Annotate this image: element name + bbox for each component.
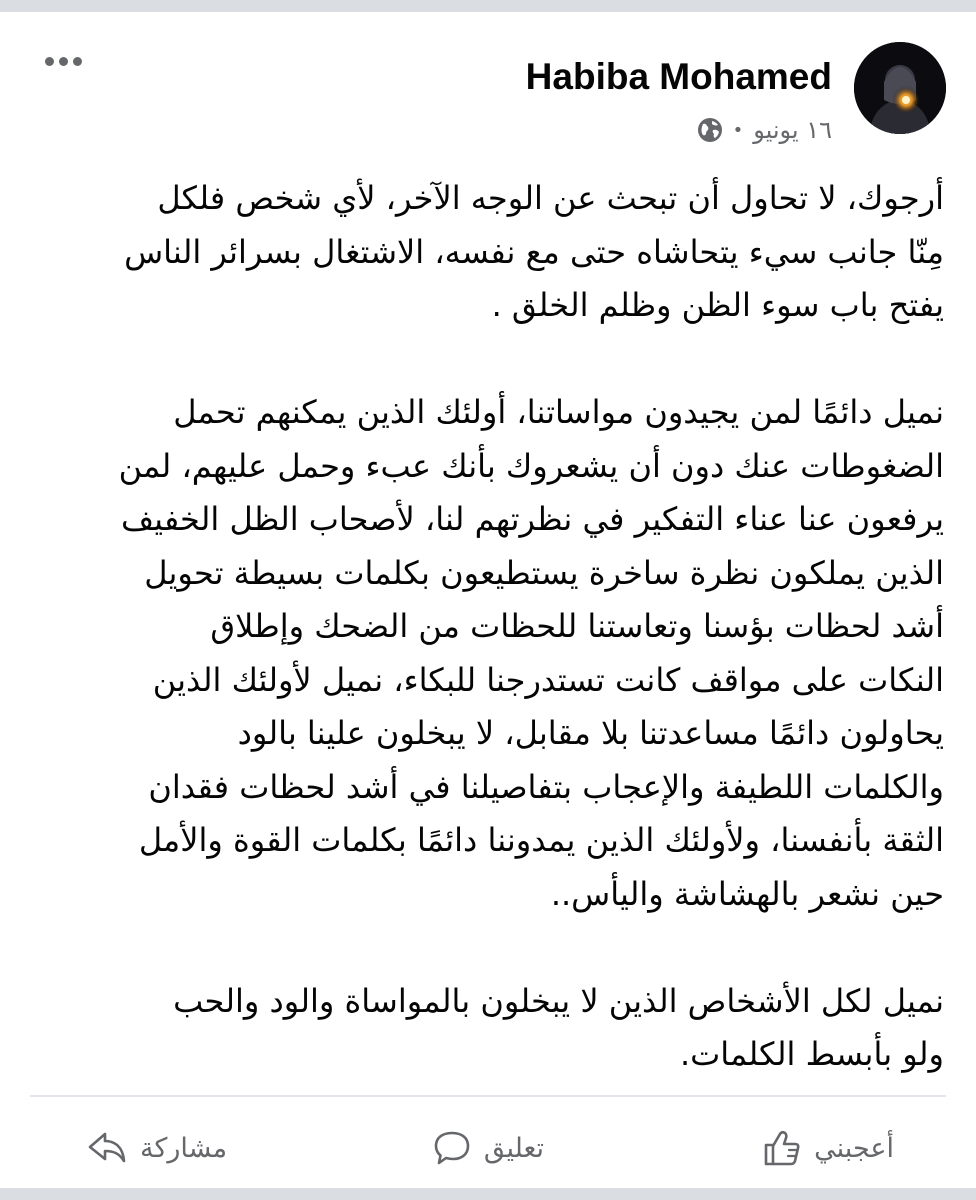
bottom-frame-strip (0, 1188, 976, 1200)
share-icon (86, 1128, 128, 1168)
text-line: الضغوطات عنك دون أن يشعروك بأنك عبء وحمل عليهم، لمن (118, 446, 944, 485)
globe-icon[interactable] (697, 117, 723, 143)
post-date[interactable]: ١٦ يونيو (753, 116, 832, 144)
text-line: أرجوك، لا تحاول أن تبحث عن الوجه الآخر، لأي شخص فلكل (157, 179, 944, 217)
more-options-dot (59, 57, 68, 66)
text-line: نميل لكل الأشخاص الذين لا يبخلون بالمواساة والود والحب (173, 981, 944, 1020)
post-paragraph-1 (36, 172, 944, 333)
post-content (36, 172, 944, 1135)
text-line: حين نشعر بالهشاشة واليأس.. (550, 874, 944, 913)
text-line: نميل دائمًا لمن يجيدون مواساتنا، أولئك الذين يمكنهم تحمل (173, 393, 944, 431)
comment-label: تعليق (483, 1132, 545, 1164)
post-meta (697, 112, 832, 148)
text-line: مِنّا جانب سيء يتحاشاه حتى مع نفسه، الاشتغال بسرائر الناس (124, 232, 944, 271)
share-button[interactable] (86, 1120, 227, 1176)
text-line: الثقة بأنفسنا، ولأولئك الذين يمدوننا دائمًا بكلمات القوة والأمل (138, 821, 944, 859)
text-line: ولو بأبسط الكلمات. (679, 1035, 944, 1073)
profile-avatar-icon (854, 42, 946, 134)
more-options-button[interactable] (40, 50, 86, 72)
post-paragraph-3 (36, 975, 944, 1082)
post-actions-bar (0, 1112, 976, 1182)
text-line: يحاولون دائمًا مساعدتنا بلا مقابل، لا يبخلون علينا بالود (237, 714, 944, 752)
thumbs-up-icon (762, 1128, 802, 1168)
text-line: أشد لحظات بؤسنا وتعاستنا للحظات من الضحك وإطلاق (210, 607, 944, 645)
actions-divider (30, 1095, 946, 1097)
like-button[interactable] (762, 1120, 894, 1176)
more-options-dot (73, 57, 82, 66)
text-line: النكات على مواقف كانت تستدرجنا للبكاء، نميل لأولئك الذين (152, 660, 944, 699)
share-label: مشاركة (140, 1132, 228, 1164)
comment-button[interactable] (418, 1120, 558, 1176)
like-label: أعجبني (814, 1132, 894, 1164)
text-line: والكلمات اللطيفة والإعجاب بتفاصيلنا في أشد لحظات فقدان (148, 767, 944, 806)
post-paragraph-2 (36, 386, 944, 921)
top-frame-strip (0, 0, 976, 12)
text-line: يفتح باب سوء الظن وظلم الخلق . (491, 286, 944, 324)
avatar[interactable] (854, 42, 946, 134)
more-options-icon (45, 57, 54, 66)
meta-separator: • (732, 119, 744, 141)
facebook-post (0, 12, 976, 1188)
author-name[interactable]: Habiba Mohamed (525, 56, 832, 97)
comment-icon (432, 1128, 472, 1168)
text-line: الذين يملكون نظرة ساخرة يستطيعون بكلمات بسيطة تحويل (144, 553, 944, 592)
text-line: يرفعون عنا عناء التفكير في نظرتهم لنا، لأصحاب الظل الخفيف (121, 500, 944, 538)
